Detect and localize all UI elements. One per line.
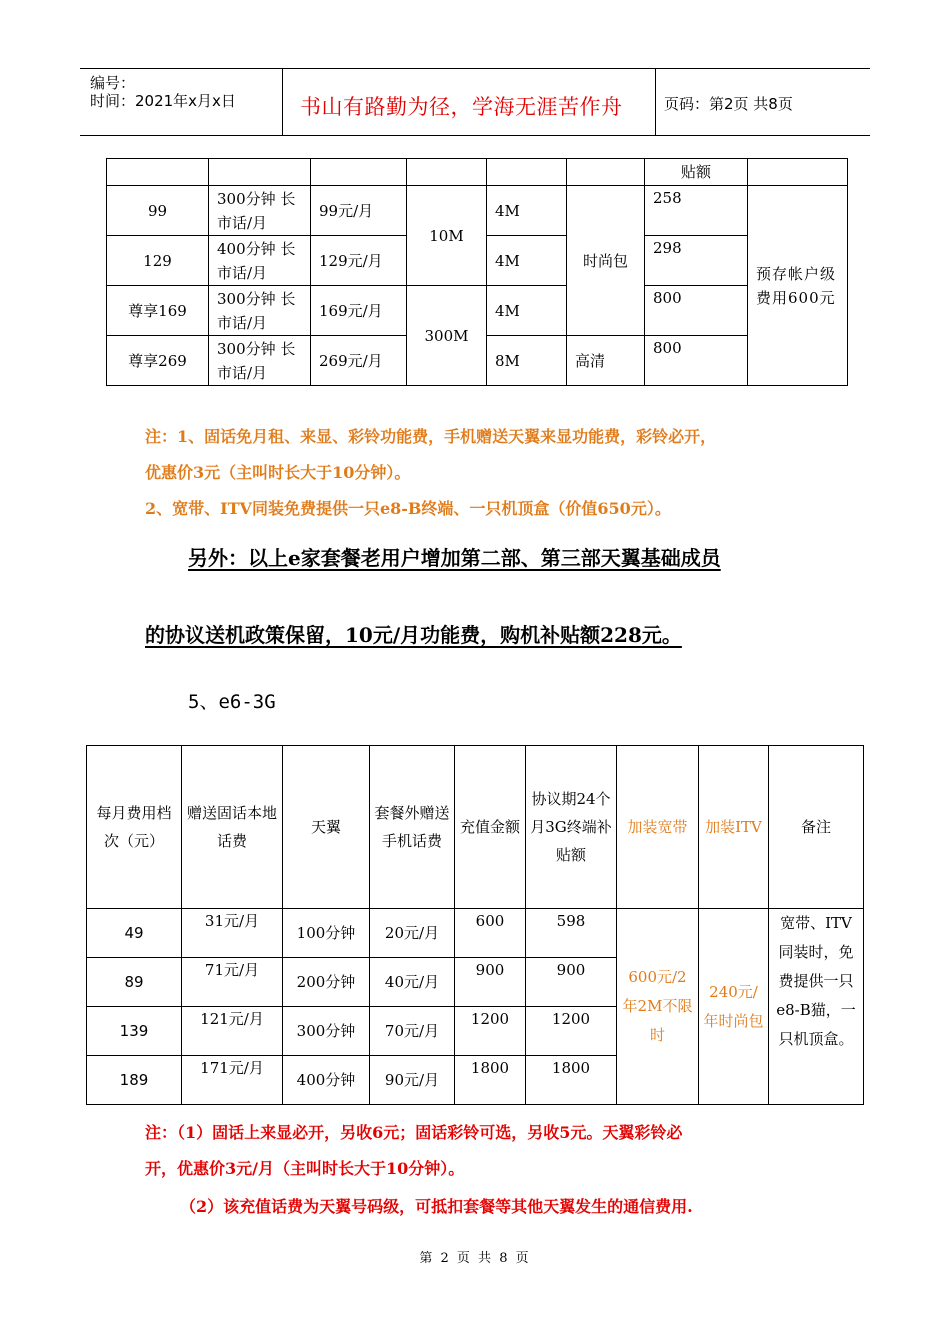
subsidy-cell: 800 bbox=[645, 286, 748, 336]
subsidy-cell: 1800 bbox=[526, 1056, 617, 1105]
header-bottom-rule bbox=[80, 135, 870, 136]
note2-line1: 注：（1）固话上来显必开，另收6元；固话彩铃可选，另收5元。天翼彩铃必 bbox=[145, 1123, 683, 1142]
fee-cell: 49 bbox=[87, 909, 182, 958]
extra-cell: 70元/月 bbox=[370, 1007, 455, 1056]
section-heading: 5、e6-3G bbox=[188, 691, 276, 713]
table1-header-cell bbox=[487, 159, 567, 186]
monthly-cell: 129元/月 bbox=[311, 236, 407, 286]
header-divider-left bbox=[282, 68, 283, 136]
header-page-label: 页码：第2页 共8页 bbox=[664, 95, 793, 113]
data-cell: 4M bbox=[487, 286, 567, 336]
header-remark: 备注 bbox=[769, 746, 864, 909]
table2-header-row bbox=[87, 746, 864, 909]
note2-line3: （2）该充值话费为天翼号码级，可抵扣套餐等其他天翼发生的通信费用. bbox=[180, 1197, 693, 1216]
extra-cell: 20元/月 bbox=[370, 909, 455, 958]
fee-cell: 99 bbox=[107, 186, 209, 236]
header-top-rule bbox=[80, 68, 870, 69]
header-tianyi: 天翼 bbox=[283, 746, 370, 909]
extra-cell: 90元/月 bbox=[370, 1056, 455, 1105]
table1-header-subsidy: 贴额 bbox=[645, 159, 748, 186]
fee-cell: 尊享269 bbox=[107, 336, 209, 386]
monthly-cell: 169元/月 bbox=[311, 286, 407, 336]
table1-header-cell bbox=[748, 159, 848, 186]
header-divider-right bbox=[655, 68, 656, 136]
package-table-2 bbox=[86, 745, 864, 1105]
table1-header-cell bbox=[107, 159, 209, 186]
data-cell: 4M bbox=[487, 236, 567, 286]
extra-line2: 的协议送机政策保留，10元/月功能费，购机补贴额228元。 bbox=[145, 623, 682, 647]
data-cell: 4M bbox=[487, 186, 567, 236]
recharge-cell: 900 bbox=[455, 958, 526, 1007]
tianyi-cell: 200分钟 bbox=[283, 958, 370, 1007]
page-footer: 第 2 页 共 8 页 bbox=[419, 1251, 531, 1266]
local-cell: 31元/月 bbox=[182, 909, 283, 958]
bandwidth-cell: 300M bbox=[407, 286, 487, 386]
subsidy-cell: 1200 bbox=[526, 1007, 617, 1056]
table-row bbox=[87, 909, 864, 958]
note2-line2: 开，优惠价3元/月（主叫时长大于10分钟）。 bbox=[145, 1159, 465, 1178]
header-recharge: 充值金额 bbox=[455, 746, 526, 909]
package-cell: 时尚包 bbox=[567, 186, 645, 336]
fee-cell: 189 bbox=[87, 1056, 182, 1105]
package-table-1 bbox=[106, 158, 848, 386]
fee-cell: 89 bbox=[87, 958, 182, 1007]
subsidy-cell: 258 bbox=[645, 186, 748, 236]
subsidy-cell: 900 bbox=[526, 958, 617, 1007]
remark-cell: 预存帐户级费用600元 bbox=[748, 186, 848, 386]
subsidy-cell: 800 bbox=[645, 336, 748, 386]
remark-cell: 宽带、ITV同装时，免费提供一只e8-B猫，一只机顶盒。 bbox=[769, 909, 864, 1105]
data-cell: 8M bbox=[487, 336, 567, 386]
header-time-label: 时间：2021年x月x日 bbox=[90, 92, 236, 110]
note1-line1: 注：1、固话免月租、来显、彩铃功能费，手机赠送天翼来显功能费，彩铃必开， bbox=[145, 427, 717, 446]
note1-line2: 优惠价3元（主叫时长大于10分钟）。 bbox=[145, 463, 411, 482]
table-row bbox=[107, 286, 848, 336]
calls-cell: 300分钟 长市话/月 bbox=[209, 186, 311, 236]
calls-cell: 400分钟 长市话/月 bbox=[209, 236, 311, 286]
calls-cell: 300分钟 长市话/月 bbox=[209, 286, 311, 336]
tianyi-cell: 400分钟 bbox=[283, 1056, 370, 1105]
local-cell: 121元/月 bbox=[182, 1007, 283, 1056]
subsidy-cell: 598 bbox=[526, 909, 617, 958]
table1-header-cell bbox=[407, 159, 487, 186]
recharge-cell: 1200 bbox=[455, 1007, 526, 1056]
fee-cell: 尊享169 bbox=[107, 286, 209, 336]
calls-cell: 300分钟 长市话/月 bbox=[209, 336, 311, 386]
table-row bbox=[107, 186, 848, 236]
table1-header-row bbox=[107, 159, 848, 186]
header-fee: 每月费用档次（元） bbox=[87, 746, 182, 909]
monthly-cell: 269元/月 bbox=[311, 336, 407, 386]
recharge-cell: 600 bbox=[455, 909, 526, 958]
bandwidth-cell: 10M bbox=[407, 186, 487, 286]
fee-cell: 139 bbox=[87, 1007, 182, 1056]
table1-header-cell bbox=[311, 159, 407, 186]
extra-cell: 40元/月 bbox=[370, 958, 455, 1007]
broadband-cell: 600元/2年2M不限时 bbox=[617, 909, 699, 1105]
note1-line3: 2、宽带、ITV同装免费提供一只e8-B终端、一只机顶盒（价值650元）。 bbox=[145, 499, 671, 518]
table1-header-cell bbox=[567, 159, 645, 186]
header-number-label: 编号： bbox=[90, 74, 136, 92]
header-itv: 加装ITV bbox=[699, 746, 769, 909]
itv-cell: 240元/年时尚包 bbox=[699, 909, 769, 1105]
monthly-cell: 99元/月 bbox=[311, 186, 407, 236]
header-broadband: 加装宽带 bbox=[617, 746, 699, 909]
tianyi-cell: 100分钟 bbox=[283, 909, 370, 958]
package-cell: 高清 bbox=[567, 336, 645, 386]
recharge-cell: 1800 bbox=[455, 1056, 526, 1105]
extra-line1: 另外：以上e家套餐老用户增加第二部、第三部天翼基础成员 bbox=[188, 546, 721, 570]
header-subsidy: 协议期24个月3G终端补贴额 bbox=[526, 746, 617, 909]
local-cell: 71元/月 bbox=[182, 958, 283, 1007]
table1-header-cell bbox=[209, 159, 311, 186]
header-motto: 书山有路勤为径，学海无涯苦作舟 bbox=[300, 95, 623, 119]
header-extra: 套餐外赠送手机话费 bbox=[370, 746, 455, 909]
header-local: 赠送固话本地话费 bbox=[182, 746, 283, 909]
tianyi-cell: 300分钟 bbox=[283, 1007, 370, 1056]
subsidy-cell: 298 bbox=[645, 236, 748, 286]
local-cell: 171元/月 bbox=[182, 1056, 283, 1105]
fee-cell: 129 bbox=[107, 236, 209, 286]
